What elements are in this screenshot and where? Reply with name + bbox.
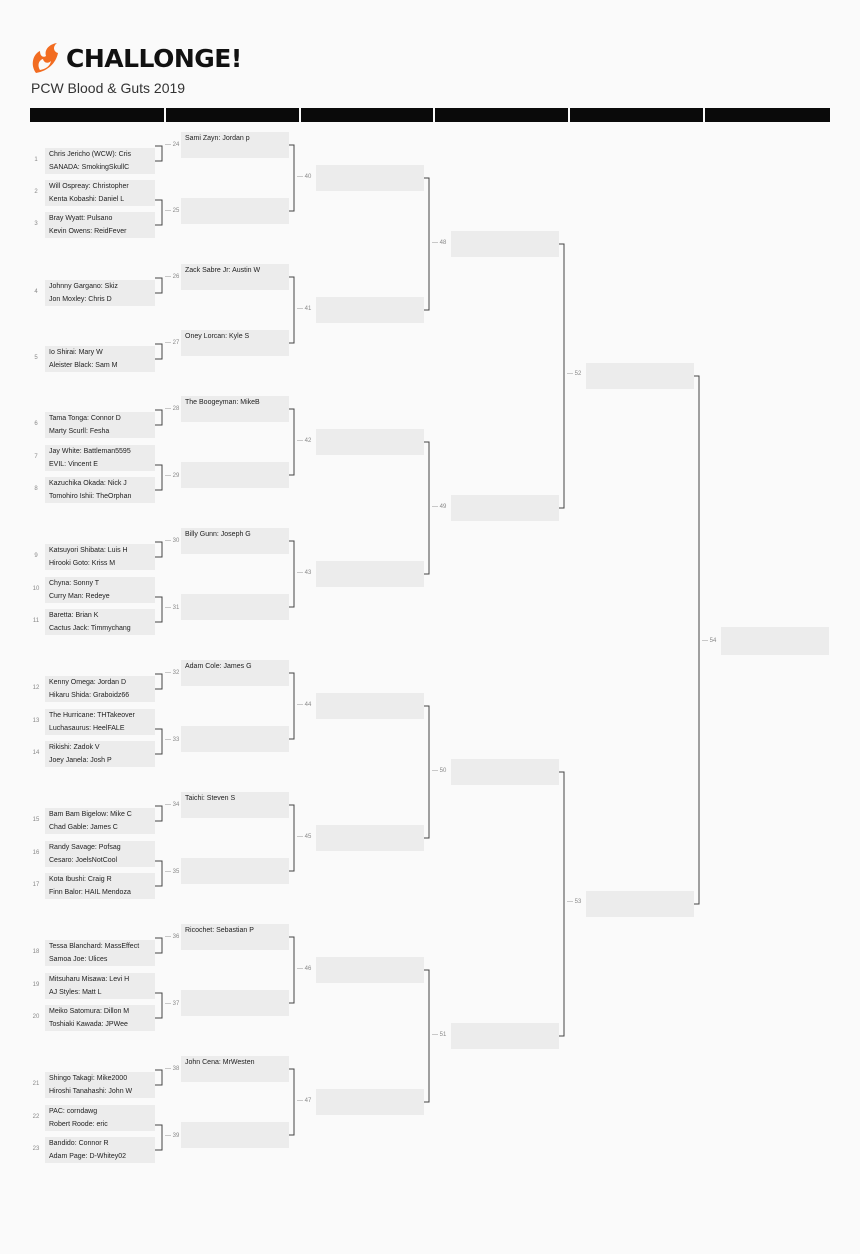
player-name: Tama Tonga: Connor D: [49, 415, 121, 422]
seed-number: 18: [32, 949, 40, 955]
connector-line: [155, 674, 162, 689]
match-number: — 32: [165, 670, 180, 676]
player-slot[interactable]: [45, 609, 155, 635]
player-name: The Hurricane: THTakeover: [49, 712, 135, 719]
connector-line: [155, 542, 162, 557]
connector-line: [155, 344, 162, 359]
connector-line: [155, 278, 162, 293]
match-slot[interactable]: [586, 363, 694, 389]
connector-line: [289, 673, 294, 739]
connector-line: [155, 597, 162, 622]
seed-number: 16: [32, 850, 40, 856]
player-slot[interactable]: [45, 973, 155, 999]
match-number: — 48: [432, 240, 447, 246]
match-number: — 28: [165, 406, 180, 412]
player-slot[interactable]: [45, 1137, 155, 1163]
match-number: — 40: [297, 174, 312, 180]
brand-name: CHALLONGE!: [66, 43, 242, 73]
connector-line: [289, 937, 294, 1003]
player-slot[interactable]: [45, 873, 155, 899]
match-number: — 36: [165, 934, 180, 940]
player-name: SANADA: SmokingSkullC: [49, 164, 130, 171]
match-number: — 45: [297, 834, 312, 840]
connector-line: [155, 729, 162, 754]
player-name: PAC: corndawg: [49, 1108, 98, 1115]
match-number: — 29: [165, 473, 180, 479]
seed-number: 2: [34, 189, 38, 195]
player-name: Samoa Joe: Ulices: [49, 956, 108, 963]
match-slot-bottom[interactable]: [181, 1122, 289, 1148]
seed-number: 7: [34, 454, 38, 460]
connector-line: [424, 178, 429, 310]
player-slot[interactable]: [45, 544, 155, 570]
connector-line: [155, 1125, 162, 1150]
player-name: Meiko Satomura: Dillon M: [49, 1008, 130, 1015]
player-name: Mitsuharu Misawa: Levi H: [49, 976, 130, 983]
player-name: Joey Janela: Josh P: [49, 757, 112, 764]
match-number: — 52: [567, 371, 582, 377]
connector-line: [694, 376, 699, 904]
match-slot-bottom[interactable]: [181, 198, 289, 224]
connector-line: [559, 772, 564, 1036]
match-slot[interactable]: [316, 957, 424, 983]
seed-number: 1: [34, 157, 38, 163]
player-name: Toshiaki Kawada: JPWee: [49, 1021, 128, 1028]
match-slot[interactable]: [316, 561, 424, 587]
match-number: — 54: [702, 638, 717, 644]
match-number: — 41: [297, 306, 312, 312]
player-name: Shingo Takagi: Mike2000: [49, 1075, 128, 1082]
player-slot[interactable]: [45, 808, 155, 834]
seed-number: 12: [32, 685, 40, 691]
match-number: — 25: [165, 208, 180, 214]
connector-line: [424, 442, 429, 574]
player-name: Bray Wyatt: Pulsano: [49, 215, 113, 222]
player-name: Jay White: Battleman5595: [49, 448, 131, 455]
player-name: Katsuyori Shibata: Luis H: [49, 547, 128, 554]
player-name: Rikishi: Zadok V: [49, 744, 100, 751]
tournament-title: PCW Blood & Guts 2019: [31, 80, 186, 96]
match-slot-top[interactable]: Adam Cole: James G: [181, 660, 289, 686]
player-name: Marty Scurll: Fesha: [49, 428, 110, 435]
seed-number: 14: [32, 750, 40, 756]
seed-number: 3: [34, 221, 38, 227]
connector-line: [155, 861, 162, 886]
player-name: Kenny Omega: Jordan D: [49, 679, 127, 686]
match-number: — 42: [297, 438, 312, 444]
connector-line: [559, 244, 564, 508]
final-match-slot[interactable]: [721, 627, 829, 655]
player-slot[interactable]: [45, 841, 155, 867]
connector-line: [155, 146, 162, 161]
player-name: Chad Gable: James C: [49, 824, 118, 831]
seed-number: 11: [32, 618, 40, 624]
player-name: Randy Savage: Pofsag: [49, 844, 121, 851]
connector-line: [155, 465, 162, 490]
player-name: Robert Roode: eric: [49, 1121, 108, 1128]
player-name: Tessa Blanchard: MassEffect: [49, 943, 140, 950]
seed-number: 9: [34, 553, 38, 559]
match-number: — 43: [297, 570, 312, 576]
match-slot-bottom[interactable]: [181, 594, 289, 620]
match-slot-top[interactable]: John Cena: MrWesten: [181, 1056, 289, 1082]
match-slot-top[interactable]: Taichi: Steven S: [181, 792, 289, 818]
match-number: — 49: [432, 504, 447, 510]
player-name: Aleister Black: Sam M: [49, 362, 118, 369]
player-slot[interactable]: [45, 1105, 155, 1131]
match-slot-top[interactable]: Ricochet: Sebastian P: [181, 924, 289, 950]
player-name: Bam Bam Bigelow: Mike C: [49, 811, 132, 818]
match-number: — 37: [165, 1001, 180, 1007]
connector-line: [155, 410, 162, 425]
player-slot[interactable]: [45, 940, 155, 966]
player-slot[interactable]: [45, 1072, 155, 1098]
seed-number: 10: [32, 586, 40, 592]
connector-line: [155, 938, 162, 953]
match-number: — 38: [165, 1066, 180, 1072]
match-slot-bottom[interactable]: [181, 990, 289, 1016]
player-name: Johnny Gargano: Skiz: [49, 283, 118, 290]
player-name: Hirooki Goto: Kriss M: [49, 560, 116, 567]
match-slot[interactable]: [451, 231, 559, 257]
connector-line: [289, 277, 294, 343]
match-slot-bottom[interactable]: Oney Lorcan: Kyle S: [181, 330, 289, 356]
connector-line: [289, 1069, 294, 1135]
connector-line: [155, 806, 162, 821]
match-number: — 24: [165, 142, 180, 148]
player-name: Curry Man: Redeye: [49, 593, 110, 600]
player-name: Chris Jericho (WCW): Cris: [49, 151, 132, 158]
match-number: — 39: [165, 1133, 180, 1139]
player-slot[interactable]: [45, 212, 155, 238]
player-slot[interactable]: [45, 180, 155, 206]
match-slot[interactable]: [316, 693, 424, 719]
connector-line: [289, 145, 294, 211]
player-slot[interactable]: [45, 577, 155, 603]
match-number: — 33: [165, 737, 180, 743]
match-number: — 31: [165, 605, 180, 611]
match-slot[interactable]: [316, 1089, 424, 1115]
connector-line: [424, 706, 429, 838]
player-name: Kevin Owens: ReidFever: [49, 228, 127, 235]
seed-number: 17: [32, 882, 40, 888]
connector-line: [289, 541, 294, 607]
player-name: EVIL: Vincent E: [49, 461, 98, 468]
match-slot-bottom[interactable]: [181, 726, 289, 752]
seed-number: 19: [32, 982, 40, 988]
match-number: — 46: [297, 966, 312, 972]
player-slot[interactable]: [45, 1005, 155, 1031]
seed-number: 6: [34, 421, 38, 427]
player-name: Luchasaurus: HeelFALE: [49, 725, 125, 732]
match-number: — 44: [297, 702, 312, 708]
match-slot-top[interactable]: Sami Zayn: Jordan p: [181, 132, 289, 158]
match-number: — 51: [432, 1032, 447, 1038]
seed-number: 23: [32, 1146, 40, 1152]
player-name: Adam Page: D-Whitey02: [49, 1153, 127, 1160]
player-name: Tomohiro Ishii: TheOrphan: [49, 493, 132, 500]
match-number: — 30: [165, 538, 180, 544]
seed-number: 15: [32, 817, 40, 823]
seed-number: 20: [32, 1014, 40, 1020]
player-name: Finn Balor: HAIL Mendoza: [49, 889, 131, 896]
match-number: — 26: [165, 274, 180, 280]
match-slot[interactable]: [451, 495, 559, 521]
seed-number: 4: [34, 289, 38, 295]
player-name: Cactus Jack: Timmychang: [49, 625, 131, 632]
match-number: — 35: [165, 869, 180, 875]
seed-number: 21: [32, 1081, 40, 1087]
match-slot-top[interactable]: Billy Gunn: Joseph G: [181, 528, 289, 554]
seed-number: 5: [34, 355, 38, 361]
player-slot[interactable]: [45, 676, 155, 702]
connector-line: [289, 805, 294, 871]
match-number: — 50: [432, 768, 447, 774]
player-slot[interactable]: [45, 709, 155, 735]
match-slot[interactable]: [451, 759, 559, 785]
player-name: Jon Moxley: Chris D: [49, 296, 112, 303]
player-slot[interactable]: [45, 280, 155, 306]
match-slot-top[interactable]: The Boogeyman: MikeB: [181, 396, 289, 422]
connector-line: [424, 970, 429, 1102]
match-slot[interactable]: [316, 297, 424, 323]
player-slot[interactable]: [45, 741, 155, 767]
connector-line: [155, 1070, 162, 1085]
connector-line: [289, 409, 294, 475]
match-number: — 47: [297, 1098, 312, 1104]
player-name: Baretta: Brian K: [49, 612, 99, 619]
player-name: Chyna: Sonny T: [49, 580, 100, 587]
match-number: — 34: [165, 802, 180, 808]
player-name: Hiroshi Tanahashi: John W: [49, 1088, 133, 1095]
player-slot[interactable]: [45, 346, 155, 372]
player-name: AJ Styles: Matt L: [49, 989, 102, 996]
connector-line: [155, 200, 162, 225]
player-slot[interactable]: [45, 412, 155, 438]
player-name: Io Shirai: Mary W: [49, 349, 103, 356]
player-name: Hikaru Shida: Graboidz66: [49, 692, 130, 699]
connector-line: [155, 993, 162, 1018]
match-number: — 27: [165, 340, 180, 346]
player-slot[interactable]: [45, 477, 155, 503]
seed-number: 22: [32, 1114, 40, 1120]
player-name: Will Ospreay: Christopher: [49, 183, 129, 190]
match-slot[interactable]: [316, 165, 424, 191]
seed-number: 13: [32, 718, 40, 724]
seed-number: 8: [34, 486, 38, 492]
match-slot-bottom[interactable]: [181, 858, 289, 884]
player-name: Bandido: Connor R: [49, 1140, 109, 1147]
match-slot[interactable]: [451, 1023, 559, 1049]
match-number: — 53: [567, 899, 582, 905]
match-slot[interactable]: [316, 429, 424, 455]
player-name: Cesaro: JoelsNotCool: [49, 857, 118, 864]
match-slot[interactable]: [316, 825, 424, 851]
player-name: Kazuchika Okada: Nick J: [49, 480, 127, 487]
player-slot[interactable]: [45, 445, 155, 471]
player-name: Kota Ibushi: Craig R: [49, 876, 112, 883]
player-name: Kenta Kobashi: Daniel L: [49, 196, 125, 203]
match-slot[interactable]: [586, 891, 694, 917]
match-slot-top[interactable]: Zack Sabre Jr: Austin W: [181, 264, 289, 290]
match-slot-bottom[interactable]: [181, 462, 289, 488]
player-slot[interactable]: [45, 148, 155, 174]
